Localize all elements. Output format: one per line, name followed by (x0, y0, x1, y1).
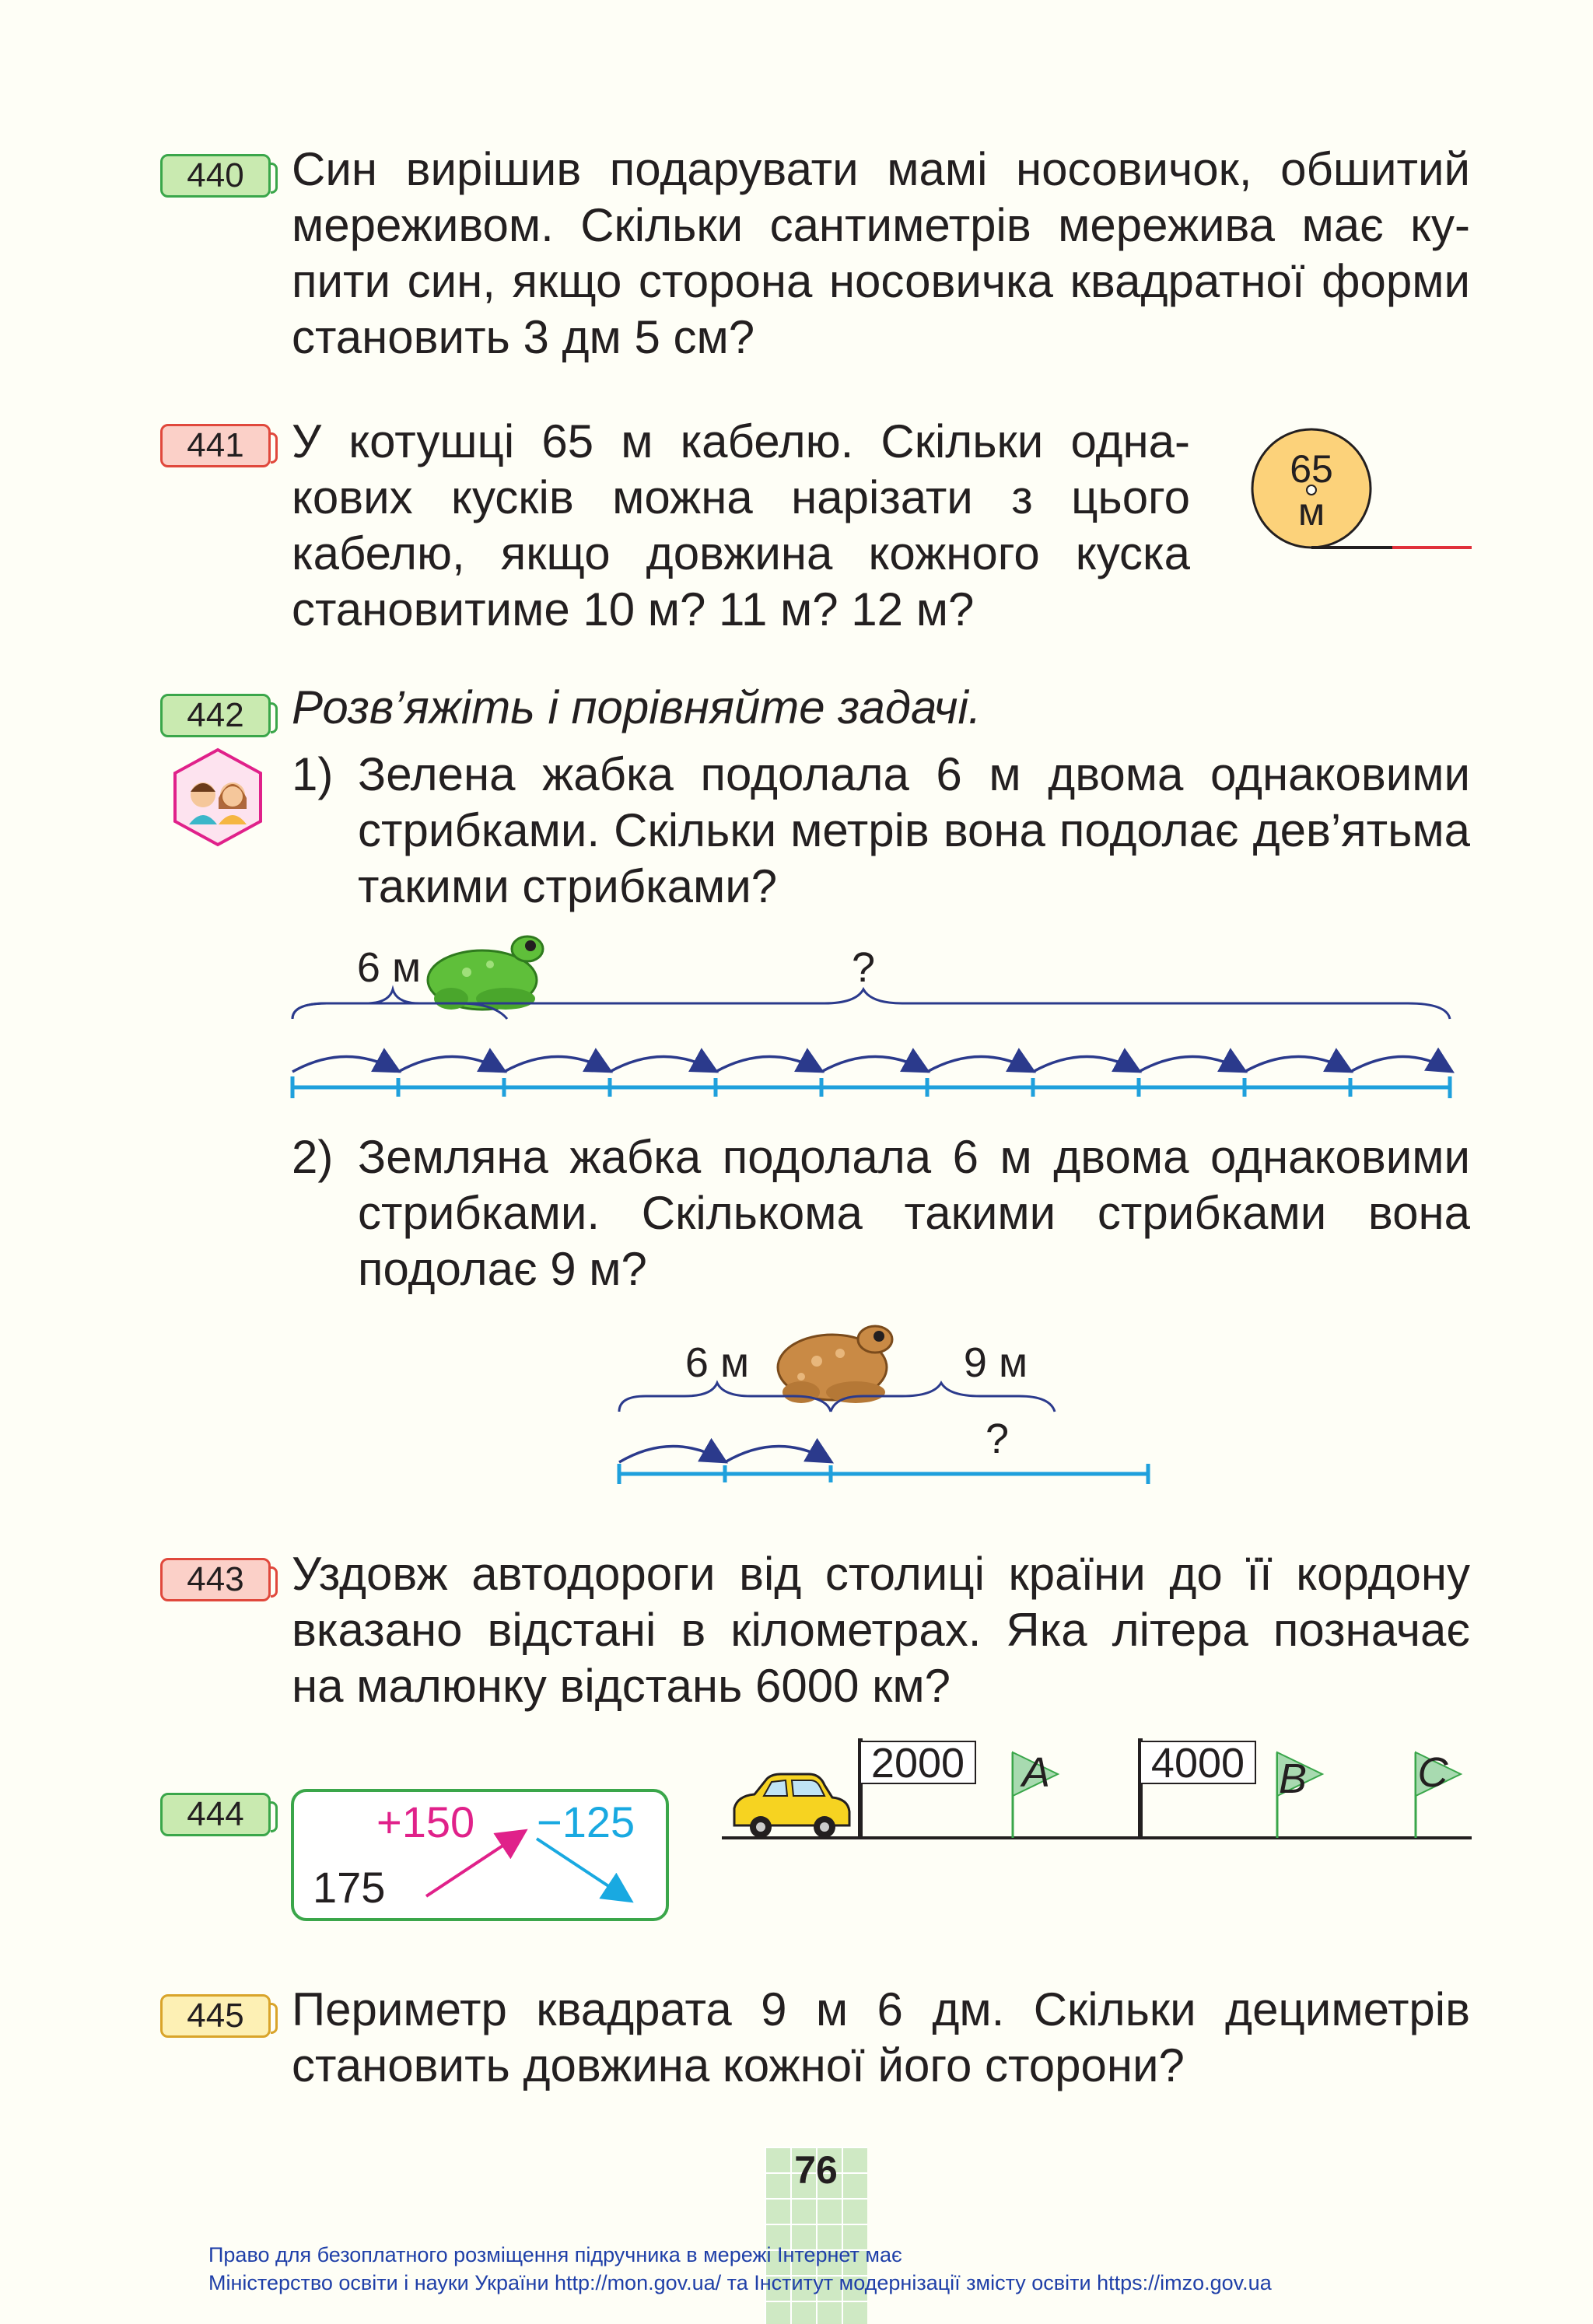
jump-arc (725, 1446, 829, 1462)
problem-number-label: 440 (187, 156, 244, 194)
jump-arcs (292, 1056, 1450, 1072)
text-line: такими стрибками? (358, 860, 778, 912)
problem-number-label: 441 (187, 426, 244, 464)
problem-442-heading: Розв’яжіть і порівняйте задачі. (292, 681, 982, 733)
footer-line-2: Міністерство освіти і науки України http://mon.gov.ua/ та Інститут модернізації змісту освіти https://imzo.gov.ua (208, 2271, 1272, 2294)
text-line: на малюнку відстань 6000 км? (292, 1660, 951, 1712)
car-illustration (734, 1774, 849, 1838)
part1-text (358, 747, 1470, 915)
part1-marker: 1) (292, 748, 334, 800)
label-unknown: ? (851, 944, 876, 991)
problem-number-label: 444 (187, 1795, 244, 1833)
problem-number-440 (160, 154, 271, 198)
sign-4000-label: 4000 (1150, 1740, 1245, 1787)
part2-marker: 2) (292, 1131, 334, 1183)
road-distance-illustration (716, 1731, 1478, 1847)
text-line: становитиме 10 м? 11 м? 12 м? (292, 583, 975, 635)
number-line-1 (292, 1076, 1450, 1098)
spool-unit: м (1297, 490, 1325, 534)
number-line-2 (619, 1464, 1148, 1484)
text-line: кабелю, якщо довжина кожного куска (292, 527, 1190, 579)
problem-number-442 (160, 694, 271, 737)
brown-frog-illustration (778, 1326, 892, 1403)
text-line: Периметр квадрата 9 м 6 дм. Скільки дециметрів (292, 1983, 1470, 2035)
problem-443-text (292, 1546, 1470, 1714)
text-line: мереживом. Скільки сантиметрів мережива має ку- (292, 199, 1470, 251)
text-line: Уздовж автодороги від столиці країни до її кордону (292, 1548, 1470, 1600)
text-line: У котушці 65 м кабелю. Скільки одна- (292, 415, 1190, 467)
problem-445-text (292, 1982, 1470, 2094)
text-line: пити син, якщо сторона носовичка квадратної форми (292, 255, 1470, 307)
flag-a-label: A (1021, 1749, 1051, 1796)
jump-diagram-1 (280, 918, 1478, 1112)
text-line: Земляна жабка подолала 6 м двома однаковими (358, 1131, 1470, 1183)
cable-spool-illustration (1245, 428, 1478, 560)
problem-440-text (292, 142, 1470, 366)
text-line: стрибками. Скількома такими стрибками вона (358, 1187, 1470, 1239)
text-line: становить довжина кожної його сторони? (292, 2039, 1185, 2091)
spool-value: 65 (1290, 447, 1333, 491)
problem-number-label: 443 (187, 1560, 244, 1598)
text-line: вказано відстані в кілометрах. Яка літера позначає (292, 1604, 1470, 1656)
text-line: кових кусків можна нарізати з цього (292, 471, 1190, 523)
problem-number-label: 445 (187, 1997, 244, 2035)
label-known: 6 м (356, 944, 422, 991)
page-number: 76 (794, 2148, 838, 2192)
green-frog-illustration (428, 936, 543, 1010)
problem-441-text (292, 414, 1190, 638)
op-add-150: +150 (376, 1797, 475, 1846)
flag-b-label: B (1278, 1755, 1308, 1802)
text-line: стрибками. Скільки метрів вона подолає дев’ятьма (358, 804, 1470, 856)
text-line: Син вирішив подарувати мамі носовичок, обшитий (292, 143, 1470, 195)
jump-arc (619, 1446, 723, 1462)
pair-work-icon (167, 747, 268, 848)
text-line: подолає 9 м? (358, 1243, 647, 1295)
start-number: 175 (313, 1863, 386, 1912)
text-line: становить 3 дм 5 см? (292, 311, 755, 363)
problem-number-445 (160, 1994, 271, 2038)
label-unknown: ? (985, 1416, 1010, 1462)
sign-2000-label: 2000 (870, 1740, 965, 1787)
jump-diagram-2 (607, 1314, 1175, 1493)
footer-line-1: Право для безоплатного розміщення підручника в мережі Інтернет має (208, 2243, 902, 2266)
problem-number-441 (160, 424, 271, 467)
label-known: 6 м (684, 1339, 750, 1386)
problem-number-444 (160, 1793, 271, 1836)
problem-number-443 (160, 1558, 271, 1601)
op-subtract-125: −125 (537, 1797, 635, 1846)
part2-text (358, 1129, 1470, 1297)
problem-number-label: 442 (187, 696, 244, 734)
label-total: 9 м (963, 1339, 1028, 1386)
flag-c-label: C (1417, 1749, 1448, 1796)
operation-chain-box (289, 1787, 670, 1923)
text-line: Зелена жабка подолала 6 м двома однаковими (358, 748, 1470, 800)
